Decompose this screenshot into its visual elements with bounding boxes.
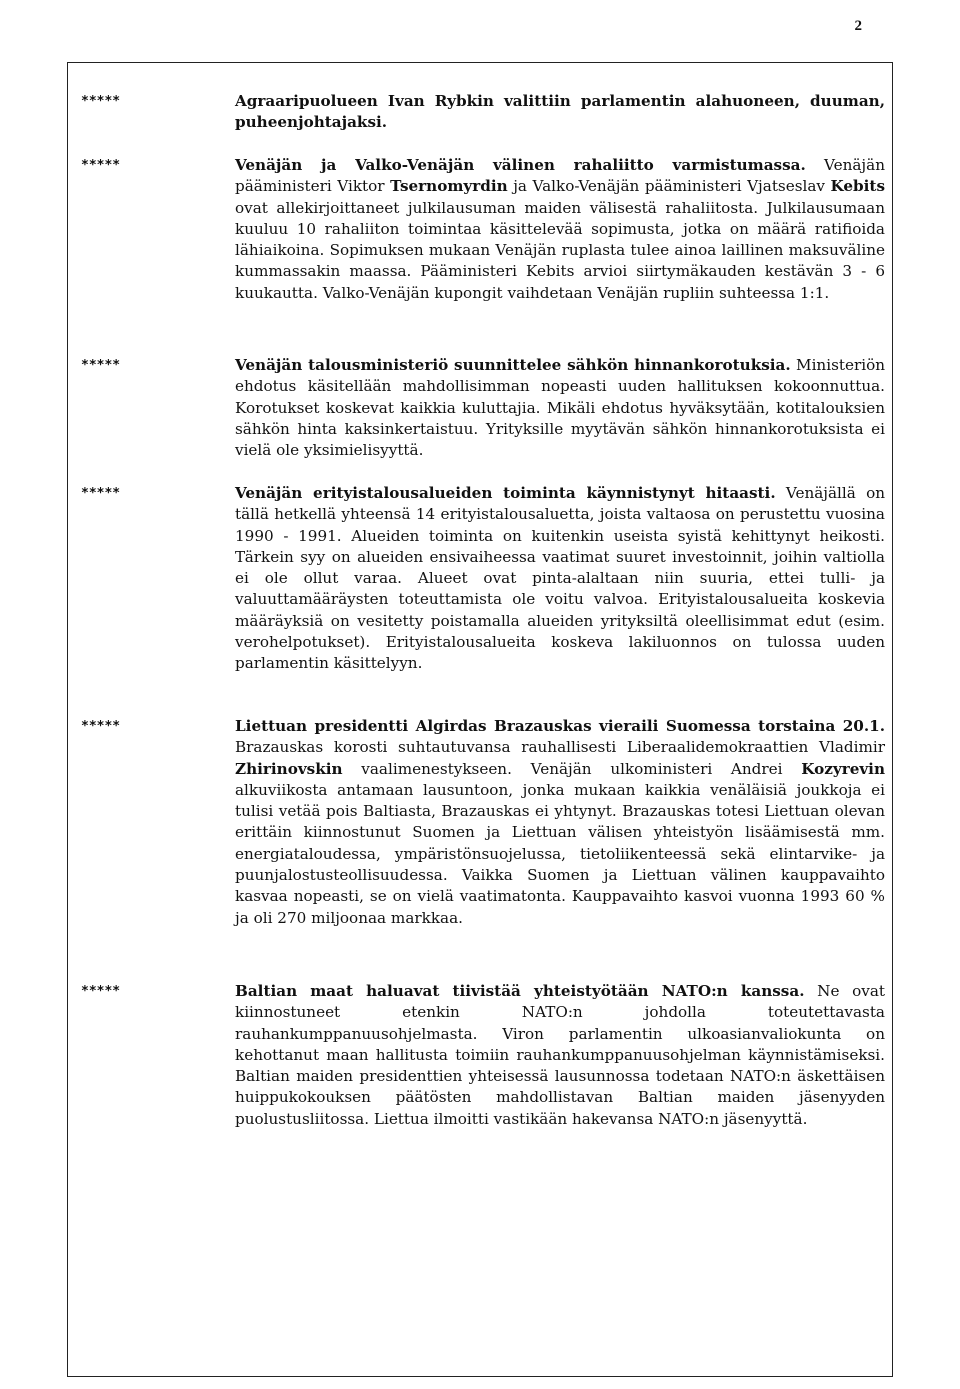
item-text [235, 155, 885, 304]
item-body: Venäjän pääministeri Viktor [235, 156, 885, 196]
item-body-name: Tsernomyrdin [390, 177, 508, 196]
item-marker: ***** [81, 486, 121, 501]
page-number: 2 [854, 18, 862, 34]
item-headline: Liettuan presidentti Algirdas Brazauskas vieraili Suomessa torstaina 20.1. [235, 717, 885, 735]
item-marker: ***** [81, 94, 121, 109]
item-marker: ***** [81, 719, 121, 734]
item-text [235, 355, 885, 461]
item-marker: ***** [81, 158, 121, 173]
item-headline: Venäjän talousministeriö suunnittelee sähkön hinnankorotuksia. [235, 356, 791, 374]
item-body-name: Kebits [830, 177, 885, 196]
item-body: Ne ovat kiinnostuneet etenkin NATO:n johdolla toteutettavasta rauhankumppanuusohjelmasta. Viron parlamentin ulkoasianvaliokunta on kehottanut maan hallitusta toimiin rauhankumppanuusohjelman käynnistämiseksi. Baltian maiden presidenttien yhteisessä lausunnossa todetaan NATO:n äskettäisen huippukokouksen päätösten mahdollistavan Baltian maiden jäsenyyden puolustusliitossa. Liettua ilmoitti vastikään hakevansa NATO:n jäsenyyttä. [235, 982, 885, 1128]
item-marker: ***** [81, 984, 121, 999]
item-headline: Venäjän erityistalousalueiden toiminta käynnistynyt hitaasti. [235, 484, 776, 502]
item-body: ovat allekirjoittaneet julkilausuman maiden välisestä rahaliitosta. Julkilausumaan kuuluu 10 rahaliiton toimintaa käsittelevää sopimusta, jotka on määrä ratifioida lähiaikoina. Sopimuksen mukaan Venäjän ruplasta tulee ainoa laillinen maksuväline kummassakin maassa. Pääministeri Kebits arvioi siirtymäkauden kestävän 3 - 6 kuukautta. Valko-Venäjän kupongit vaihdetaan Venäjän rupliin suhteessa 1:1. [235, 198, 885, 302]
item-body-name: Kozyrevin [801, 759, 885, 778]
item-body: Venäjällä on tällä hetkellä yhteensä 14 erityistalousaluetta, joista valtaosa on perustettu vuosina 1990 - 1991. Alueiden toiminta on kuitenkin useista syistä kehittynyt heikosti. Tärkein syy on alueiden ensivaiheessa vaatimat suuret investoinnit, joihin valtiolla ei ole ollut varaa. Alueet ovat pinta-alaltaan niin suuria, ettei tulli- ja valuuttamääräysten toteuttamista ole voitu valvoa. Erityistalousalueita koskevia määräyksiä on vesitetty poistamalla alueiden yrityksiltä oleellisimmat edut (esim. verohelpotukset). Erityistalousalueita koskeva lakiluonnos on tulossa uuden parlamentin käsittelyyn. [235, 484, 885, 673]
item-headline: Agraaripuolueen Ivan Rybkin valittiin parlamentin alahuoneen, duuman, puheenjohtajaksi. [235, 92, 885, 132]
item-body: Ministeriön ehdotus käsitellään mahdollisimman nopeasti uuden hallituksen kokoonnuttua. Korotukset koskevat kaikkia kuluttajia. Mikäli ehdotus hyväksytään, kotitalouksien sähkön hinta kaksinkertaistuu. Yrityksille myytävän sähkön hinnankorotuksista ei vielä ole yksimielisyyttä. [235, 356, 885, 460]
item-text [235, 91, 885, 134]
item-text [235, 981, 885, 1130]
news-frame [67, 62, 893, 1377]
item-body-name: Zhirinovskin [235, 759, 343, 778]
item-headline: Venäjän ja Valko-Venäjän välinen rahaliitto varmistumassa. [235, 156, 806, 174]
item-headline: Baltian maat haluavat tiivistää yhteistyötään NATO:n kanssa. [235, 982, 805, 1000]
item-body: vaalimenestykseen. Venäjän ulkoministeri Andrei [342, 759, 802, 778]
item-body: Brazauskas korosti suhtautuvansa rauhallisesti Liberaalidemokraattien Vladimir [235, 738, 885, 757]
item-text [235, 716, 885, 929]
item-body: ja Valko-Venäjän pääministeri Vjatseslav [507, 177, 831, 196]
item-marker: ***** [81, 358, 121, 373]
item-body: alkuviikosta antamaan lausuntoon, jonka mukaan kaikkia venäläisiä joukkoja ei tulisi vetää pois Baltiasta, Brazauskas ei yhtynyt. Brazauskas totesi Liettuan olevan erittäin kiinnostunut Suomen ja Liettuan välisen yhteistyön lisäämisestä mm. energiataloudessa, ympäristönsuojelussa, tietoliikenteessä sekä elintarvike- ja puunjalostusteollisuudessa. Vaikka Suomen ja Liettuan välinen kauppavaihto kasvaa nopeasti, se on vielä vaatimatonta. Kauppavaihto kasvoi vuonna 1993 60 % ja oli 270 miljoonaa markkaa. [235, 780, 885, 927]
item-text [235, 483, 885, 675]
